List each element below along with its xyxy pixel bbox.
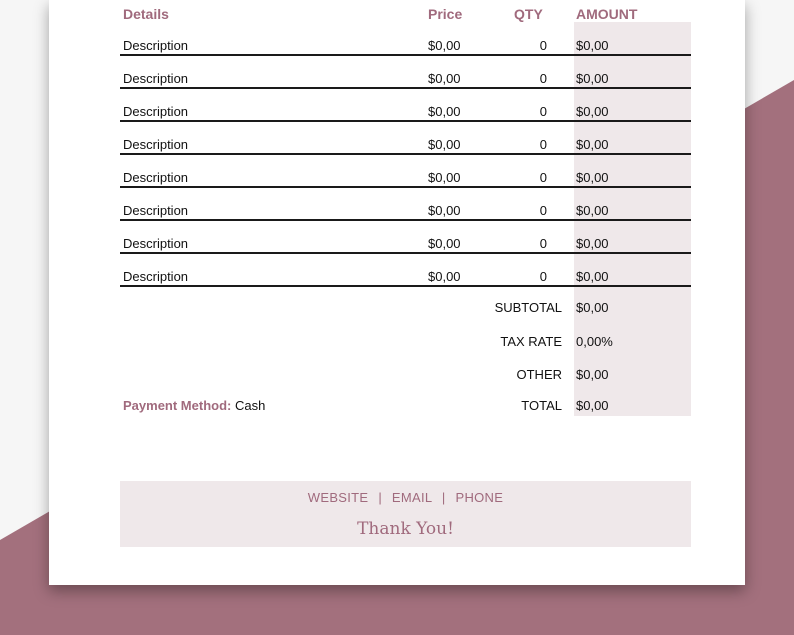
other-row	[449, 367, 691, 387]
table-row	[120, 221, 691, 254]
other-label: OTHER	[516, 367, 562, 382]
row-qty: 0	[539, 203, 547, 218]
row-amount: $0,00	[576, 38, 609, 53]
row-amount: $0,00	[576, 71, 609, 86]
row-price: $0,00	[428, 137, 461, 152]
separator: |	[441, 490, 446, 505]
row-qty: 0	[539, 269, 547, 284]
contact-links	[120, 490, 691, 505]
row-qty: 0	[539, 236, 547, 251]
table-row	[120, 188, 691, 221]
header-qty: QTY	[514, 6, 543, 22]
row-price: $0,00	[428, 236, 461, 251]
table-row	[120, 155, 691, 188]
row-qty: 0	[539, 104, 547, 119]
row-amount: $0,00	[576, 137, 609, 152]
subtotal-row	[449, 300, 691, 320]
row-qty: 0	[539, 170, 547, 185]
payment-method-label: Payment Method:	[123, 398, 232, 413]
table-row	[120, 254, 691, 287]
separator: |	[378, 490, 382, 505]
table-row	[120, 56, 691, 89]
row-description: Description	[123, 104, 189, 119]
email-link[interactable]: EMAIL	[391, 490, 432, 505]
total-label: TOTAL	[521, 398, 562, 413]
row-qty: 0	[539, 137, 547, 152]
header-details: Details	[123, 6, 169, 22]
tax-rate-row	[449, 334, 691, 354]
row-description: Description	[123, 203, 189, 218]
row-price: $0,00	[428, 38, 461, 53]
invoice-page	[49, 0, 745, 585]
payment-method	[123, 398, 265, 413]
row-amount: $0,00	[576, 236, 609, 251]
row-amount: $0,00	[576, 170, 609, 185]
header-amount: AMOUNT	[576, 6, 638, 22]
footer-band	[120, 481, 691, 547]
row-description: Description	[123, 38, 189, 53]
website-link[interactable]: WEBSITE	[307, 490, 369, 505]
row-description: Description	[123, 137, 189, 152]
row-description: Description	[123, 269, 189, 284]
tax-rate-value: 0,00%	[576, 334, 613, 349]
phone-link[interactable]: PHONE	[455, 490, 504, 505]
row-amount: $0,00	[576, 269, 609, 284]
table-row	[120, 23, 691, 56]
row-amount: $0,00	[576, 104, 609, 119]
header-price: Price	[428, 6, 463, 22]
payment-method-value: Cash	[234, 398, 266, 413]
row-description: Description	[123, 170, 189, 185]
row-qty: 0	[539, 71, 547, 86]
row-price: $0,00	[428, 269, 461, 284]
other-value: $0,00	[576, 367, 609, 382]
row-description: Description	[123, 236, 189, 251]
table-row	[120, 89, 691, 122]
row-price: $0,00	[428, 104, 461, 119]
row-qty: 0	[539, 38, 547, 53]
tax-rate-label: TAX RATE	[500, 334, 562, 349]
row-amount: $0,00	[576, 203, 609, 218]
total-value: $0,00	[576, 398, 609, 413]
row-price: $0,00	[428, 71, 461, 86]
total-row	[449, 398, 691, 418]
subtotal-label: SUBTOTAL	[494, 300, 562, 315]
row-description: Description	[123, 71, 189, 86]
subtotal-value: $0,00	[576, 300, 609, 315]
row-price: $0,00	[428, 170, 461, 185]
row-price: $0,00	[428, 203, 461, 218]
table-row	[120, 122, 691, 155]
thank-you-message: Thank You!	[357, 519, 454, 539]
